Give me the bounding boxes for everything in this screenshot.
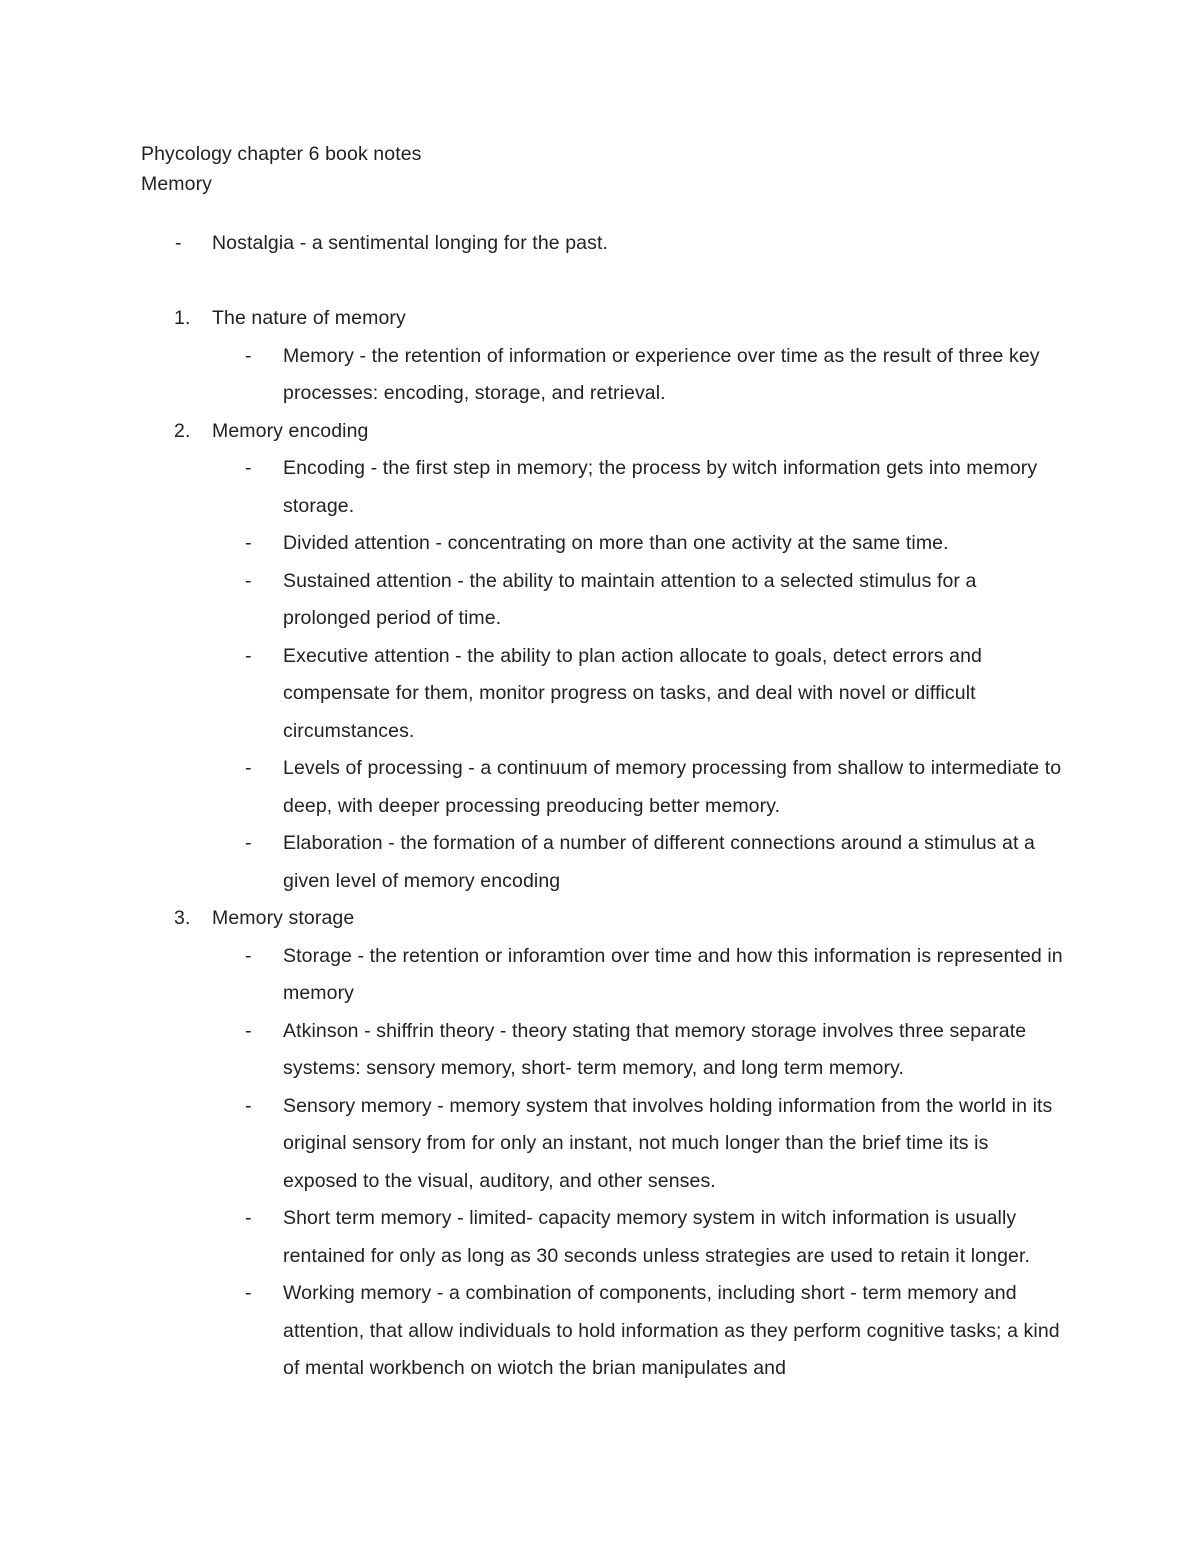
list-item	[141, 563, 1101, 638]
bullet-text: Memory - the retention of information or experience over time as the result of three key processes: encoding, storage, and retrieval.	[283, 344, 1040, 404]
list-item	[141, 1275, 1101, 1388]
document-title: Phycology chapter 6 book notes	[141, 143, 422, 165]
bullet-text: Storage - the retention or inforamtion over time and how this information is represented in memory	[283, 944, 1063, 1004]
section-heading-row	[141, 900, 1101, 938]
bullet-marker: -	[245, 832, 252, 854]
bullet-marker: -	[245, 1019, 252, 1042]
list-item	[141, 525, 1101, 563]
section-heading: Memory encoding	[212, 419, 369, 442]
list-item	[141, 338, 1101, 413]
list-item	[141, 638, 1101, 751]
bullet-text: Sustained attention - the ability to maintain attention to a selected stimulus for a prolonged period of time.	[283, 569, 977, 629]
list-item	[141, 1088, 1101, 1201]
list-item	[141, 825, 1101, 900]
bullet-marker: -	[245, 1094, 252, 1117]
intro-text: Nostalgia - a sentimental longing for the past.	[212, 232, 609, 254]
bullet-marker: -	[245, 944, 252, 967]
bullet-text: Levels of processing - a continuum of memory processing from shallow to intermediate to deep, with deeper processing preoducing better memory.	[283, 757, 1062, 817]
bullet-marker: -	[245, 1207, 252, 1229]
bullet-marker: -	[245, 457, 252, 479]
list-item	[141, 750, 1101, 825]
section-number: 2.	[174, 419, 191, 442]
list-item	[141, 1200, 1101, 1275]
bullet-marker: -	[245, 644, 252, 667]
section-heading: Memory storage	[212, 907, 355, 929]
list-item	[141, 1013, 1101, 1088]
section-heading-row	[141, 413, 1101, 451]
bullet-marker: -	[245, 1282, 252, 1304]
bullet-marker: -	[245, 532, 252, 554]
bullet-text: Sensory memory - memory system that involves holding information from the world in its original sensory from for only an instant, not much longer than the brief time its is exposed to the visual, auditory, and other senses.	[283, 1094, 1053, 1192]
intro-bullet	[141, 225, 1101, 263]
bullet-marker: -	[175, 232, 182, 254]
document-subtitle: Memory	[141, 173, 213, 195]
bullet-marker: -	[245, 344, 252, 367]
bullet-text: Elaboration - the formation of a number of different connections around a stimulus at a given level of memory encoding	[283, 832, 1035, 892]
bullet-text: Divided attention - concentrating on more than one activity at the same time.	[283, 532, 949, 554]
section-number: 3.	[174, 907, 191, 929]
bullet-marker: -	[245, 757, 252, 779]
bullet-text: Atkinson - shiffrin theory - theory stating that memory storage involves three separate systems: sensory memory, short- term memory, and long term memory.	[283, 1019, 1027, 1079]
section-heading-row	[141, 300, 1101, 338]
bullet-text: Short term memory - limited- capacity memory system in witch information is usually rentained for only as long as 30 seconds unless strategies are used to retain it longer.	[283, 1207, 1030, 1267]
numbered-sections	[141, 300, 1101, 1388]
bullet-text: Working memory - a combination of components, including short - term memory and attention, that allow individuals to hold information as they perform cognitive tasks; a kind of mental workbench on wiotch the brian manipulates and	[283, 1282, 1060, 1379]
section-number: 1.	[174, 307, 191, 329]
list-item	[141, 450, 1101, 525]
bullet-marker: -	[245, 569, 252, 592]
list-item	[141, 938, 1101, 1013]
bullet-text: Executive attention - the ability to plan action allocate to goals, detect errors and compensate for them, monitor progress on tasks, and deal with novel or difficult circumstances.	[283, 644, 982, 742]
bullet-text: Encoding - the first step in memory; the process by witch information gets into memory storage.	[283, 457, 1038, 517]
section-heading: The nature of memory	[212, 307, 406, 329]
